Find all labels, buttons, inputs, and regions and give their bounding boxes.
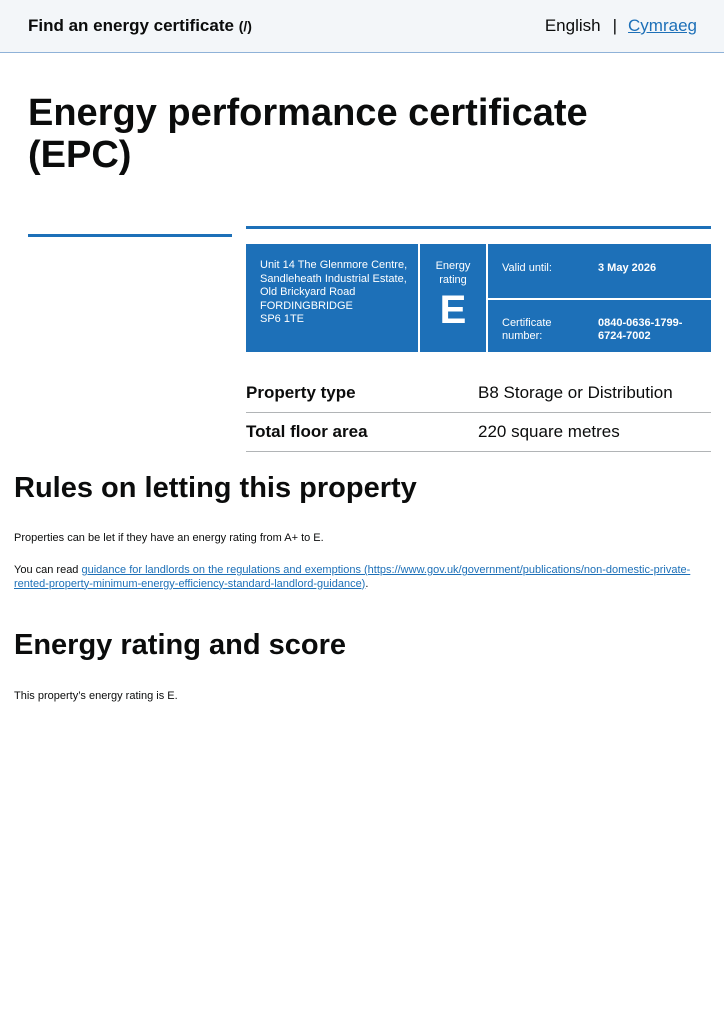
guidance-suffix: . <box>365 577 369 590</box>
certificate-number-value-line2: 6724-7002 <box>598 330 651 342</box>
language-switcher <box>545 16 697 36</box>
certificate-number-label-line1: Certificate <box>502 317 552 329</box>
language-separator: | <box>612 16 618 35</box>
rules-paragraph: Properties can be let if they have an energy rating from A+ to E. <box>14 532 324 544</box>
summary-key: Total floor area <box>246 422 368 441</box>
epc-summary-box <box>246 244 711 352</box>
certificate-number-value-line1: 0840-0636-1799- <box>598 317 683 329</box>
page-title: Energy performance certificate (EPC) <box>28 92 588 176</box>
summary-value: 220 square metres <box>478 422 620 441</box>
service-name-label[interactable]: Find an energy certificate <box>28 16 234 35</box>
service-name[interactable] <box>28 16 252 36</box>
address-line: SP6 1TE <box>260 313 305 325</box>
language-cymraeg-link[interactable]: Cymraeg <box>628 16 697 35</box>
guidance-link[interactable]: guidance for landlords on the regulations and exemptions (https://www.gov.uk/government/publications/non-domestic-private-rented-property-minimum-energy-efficiency-standard-landlord-guidance) <box>14 564 691 590</box>
energy-rating-paragraph: This property’s energy rating is E. <box>14 690 178 702</box>
certificate-number-cell <box>488 300 711 352</box>
energy-rating-cell <box>420 244 486 352</box>
summary-value: B8 Storage or Distribution <box>478 383 673 402</box>
language-current: English <box>544 16 601 35</box>
valid-until-label: Valid until: <box>502 262 552 274</box>
valid-until-value: 3 May 2026 <box>598 262 657 274</box>
summary-row <box>246 413 711 452</box>
certificate-number-label-line2: number: <box>502 330 543 342</box>
address-line: FORDINGBRIDGE <box>260 299 353 312</box>
summary-row <box>246 374 711 413</box>
home-link[interactable]: (/) <box>238 18 252 34</box>
section-divider-left <box>28 234 232 237</box>
site-header <box>0 0 724 53</box>
energy-rating-label-line1: Energy <box>435 260 471 272</box>
property-address <box>246 244 418 352</box>
section-divider-right <box>246 226 711 229</box>
energy-rating-heading: Energy rating and score <box>14 629 346 661</box>
energy-rating-label-line2: rating <box>439 273 467 286</box>
valid-until-cell <box>488 244 711 298</box>
guidance-prefix: You can read <box>14 564 82 576</box>
guidance-paragraph <box>14 564 714 591</box>
address-line: Old Brickyard Road <box>260 286 356 298</box>
property-summary-list <box>246 374 711 452</box>
energy-rating-letter: E <box>439 288 467 332</box>
rules-heading: Rules on letting this property <box>14 472 417 504</box>
summary-key: Property type <box>246 383 356 402</box>
address-line: Unit 14 The Glenmore Centre, <box>260 259 408 271</box>
address-line: Sandleheath Industrial Estate, <box>260 272 407 285</box>
